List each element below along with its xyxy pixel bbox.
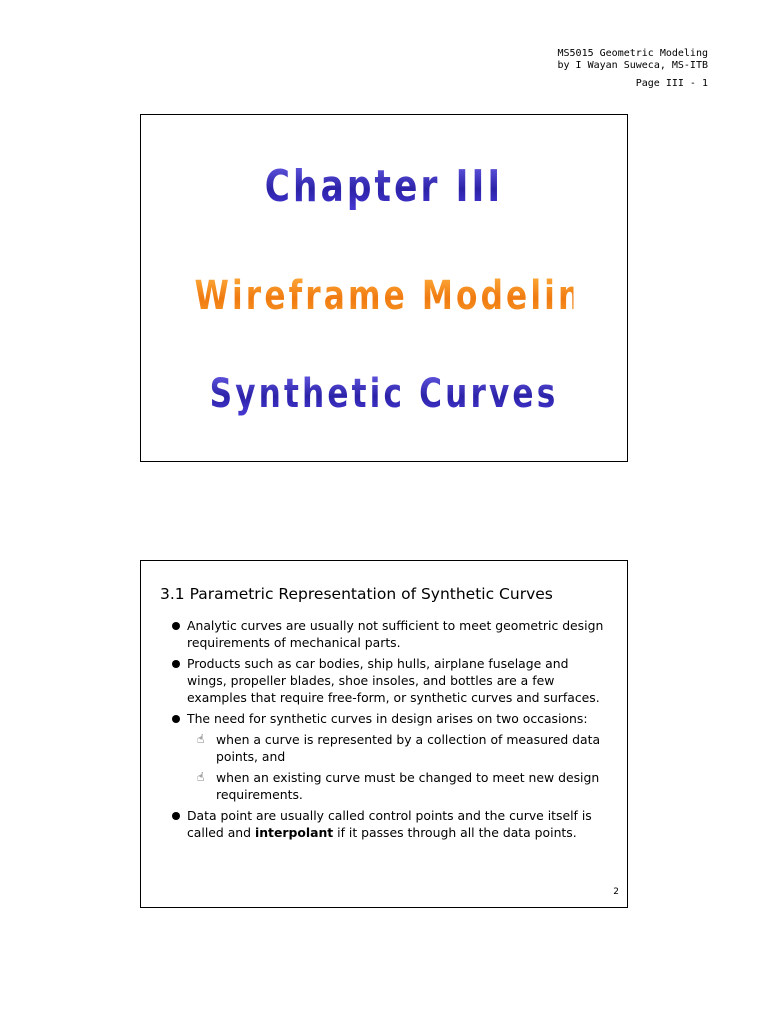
- bullet-item: [159, 655, 609, 706]
- bullet-text-pre: Data point are usually called control points and the curve itself is called and: [187, 808, 592, 840]
- chapter-subtitle: Wireframe Modeling:: [194, 273, 625, 319]
- bullet-list: [159, 617, 609, 845]
- title-slide: [140, 114, 628, 462]
- bullet-icon: [172, 715, 180, 723]
- sub-bullet-item: [159, 731, 609, 765]
- sub-bullet-text: when an existing curve must be changed to meet new design requirements.: [216, 770, 600, 802]
- content-slide: [140, 560, 628, 908]
- header-page-number: Page III - 1: [635, 78, 708, 89]
- bullet-icon: [172, 622, 180, 630]
- bullet-item: [159, 617, 609, 651]
- bullet-icon: [172, 660, 180, 668]
- section-heading: 3.1 Parametric Representation of Synthetic Curves: [160, 585, 553, 603]
- chapter-title: Chapter III: [194, 161, 573, 212]
- bullet-item: [159, 807, 609, 841]
- header-author: by I Wayan Suweca, MS-ITB: [557, 60, 708, 71]
- pointing-hand-icon: ☝: [197, 770, 205, 784]
- bullet-text-bold: interpolant: [254, 825, 334, 840]
- bullet-text: [187, 808, 592, 840]
- bullet-text: Products such as car bodies, ship hulls, airplane fuselage and wings, propeller blades, shoe insoles, and bottles are a few examples that require free-form, or synthetic curves and surfaces.: [187, 656, 600, 705]
- bullet-item: [159, 710, 609, 727]
- sub-bullet-item: [159, 769, 609, 803]
- bullet-text-post: if it passes through all the data points.: [333, 825, 577, 840]
- sub-bullet-text: when a curve is represented by a collection of measured data points, and: [216, 732, 601, 764]
- bullet-text: The need for synthetic curves in design arises on two occasions:: [187, 711, 588, 726]
- bullet-icon: [172, 812, 180, 820]
- slide-number: 2: [613, 887, 619, 897]
- bullet-text: Analytic curves are usually not sufficient to meet geometric design requirements of mechanical parts.: [187, 618, 604, 650]
- header-course: MS5015 Geometric Modeling: [557, 48, 708, 59]
- pointing-hand-icon: ☝: [197, 732, 205, 746]
- chapter-topic: Synthetic Curves: [194, 371, 573, 417]
